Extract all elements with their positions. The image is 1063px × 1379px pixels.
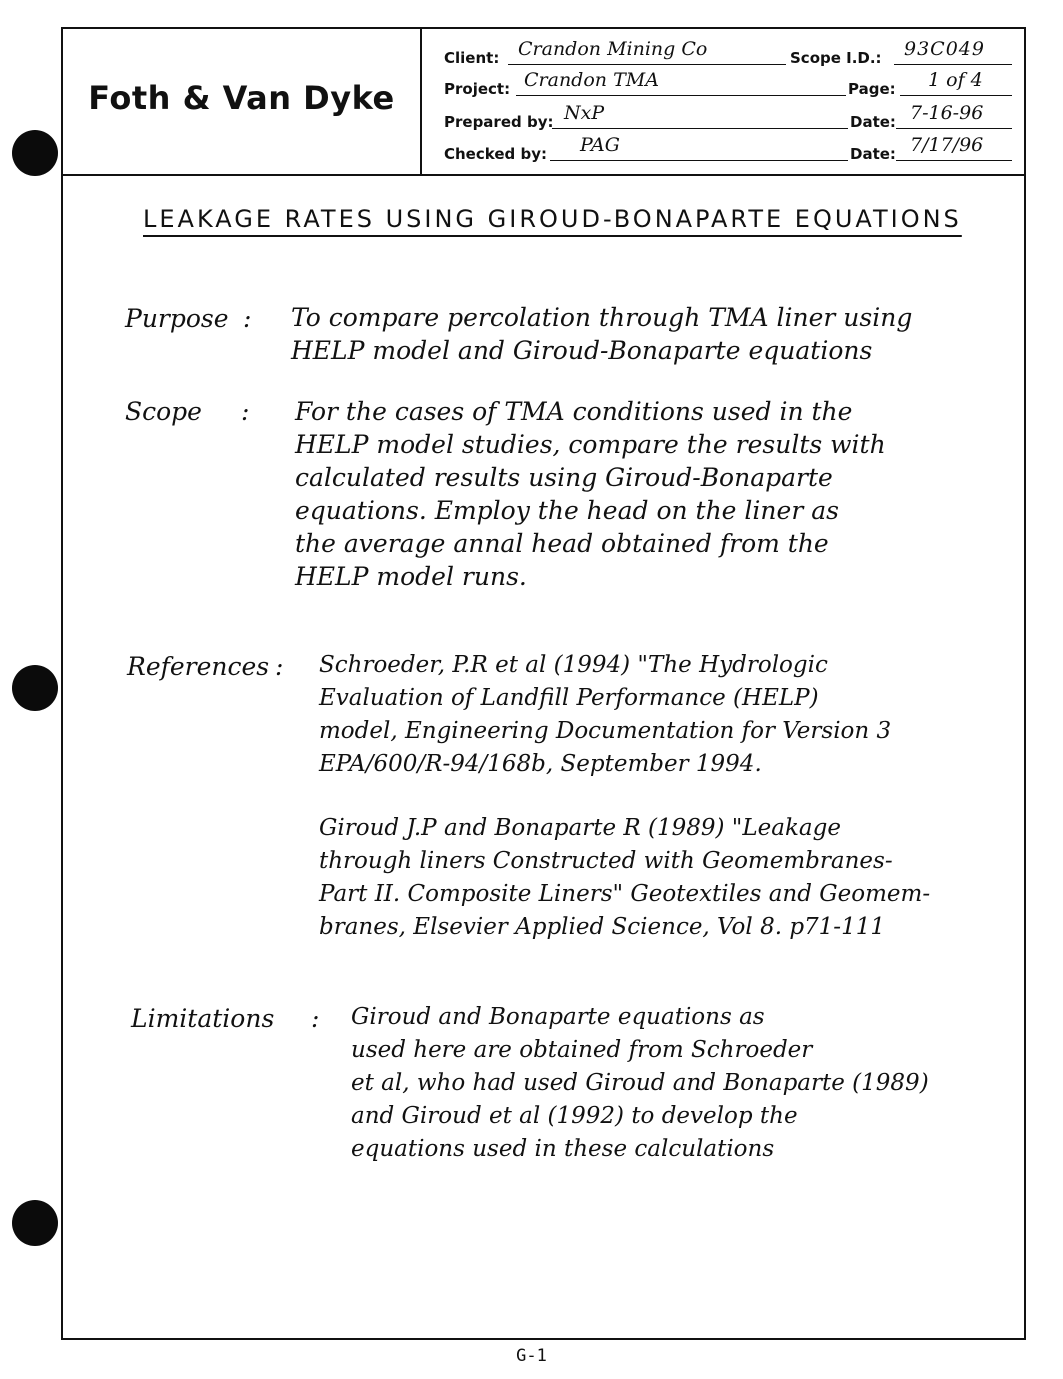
scope-colon: : — [241, 397, 250, 426]
date-checked-value: 7/17/96 — [896, 133, 1012, 161]
page-value: 1 of 4 — [900, 68, 1012, 96]
client-value: Crandon Mining Co — [508, 37, 786, 65]
limitations-colon: : — [311, 1004, 320, 1033]
binder-hole-top — [12, 130, 58, 176]
company-name: Foth & Van Dyke — [63, 29, 422, 174]
references-label: References — [127, 652, 270, 681]
page-footer: G-1 — [516, 1346, 547, 1366]
reference-schroeder: Schroeder, P.R et al (1994) "The Hydrologic Evaluation of Landfill Performance (HELP) model, Engineering Documentation for Version 3 EPA/600/R-94/168b, September 1994. — [319, 652, 892, 777]
sheet-header — [63, 29, 1024, 176]
checked-row — [444, 133, 1006, 163]
date-prepared-label: Date: — [850, 113, 896, 131]
header-fields — [422, 29, 1024, 174]
scope-label: Scope I.D.: — [790, 49, 882, 67]
purpose-label: Purpose — [125, 304, 229, 333]
project-value: Crandon TMA — [516, 68, 846, 96]
prepared-row — [444, 101, 1006, 131]
reference-giroud-bonaparte: Giroud J.P and Bonaparte R (1989) "Leakage through liners Constructed with Geomembranes- Part II. Composite Liners" Geotextiles and Geomem- branes, Elsevier Applied Science, Vol 8. p71-111 — [319, 815, 931, 940]
limitations-label: Limitations — [131, 1004, 275, 1033]
date-prepared-value: 7-16-96 — [896, 101, 1012, 129]
date-checked-label: Date: — [850, 145, 896, 163]
scope-label: Scope — [125, 397, 202, 426]
project-label: Project: — [444, 80, 511, 98]
calculation-sheet — [61, 27, 1026, 1340]
limitations-text: Giroud and Bonaparte equations as used here are obtained from Schroeder et al, who had used Giroud and Bonaparte (1989) and Giroud et al (1992) to develop the equations used in these calculations — [351, 1004, 929, 1162]
prepared-value: NxP — [552, 101, 848, 129]
checked-label: Checked by: — [444, 145, 547, 163]
client-row — [444, 37, 1006, 67]
purpose-colon: : — [243, 304, 252, 333]
prepared-label: Prepared by: — [444, 113, 554, 131]
project-row — [444, 68, 1006, 98]
binder-hole-bottom — [12, 1200, 58, 1246]
purpose-text: To compare percolation through TMA liner using HELP model and Giroud-Bonaparte equations — [291, 303, 913, 365]
binder-hole-middle — [12, 665, 58, 711]
checked-value: PAG — [550, 133, 848, 161]
client-label: Client: — [444, 49, 500, 67]
references-colon: : — [275, 652, 284, 681]
scope-text: For the cases of TMA conditions used in the HELP model studies, compare the results with calculated results using Giroud-Bonaparte equations. Employ the head on the liner as the average annal head obtained from the HELP model runs. — [295, 397, 886, 591]
page-label: Page: — [848, 80, 896, 98]
page-title: LEAKAGE RATES USING GIROUD-BONAPARTE EQUATIONS — [143, 205, 962, 233]
scope-value: 93C049 — [894, 37, 1012, 65]
